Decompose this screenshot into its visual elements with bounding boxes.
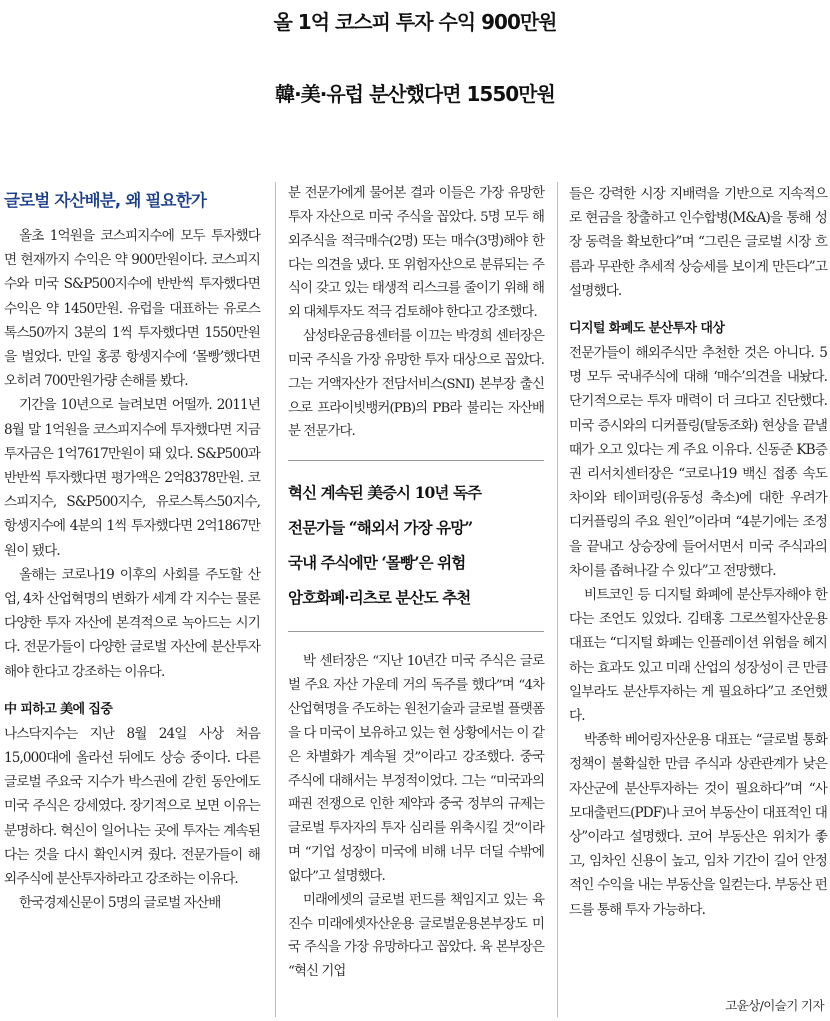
pull-quote-line: 암호화폐·리츠로 분산도 추천 [288, 588, 471, 608]
paragraph: 비트코인 등 디지털 화폐에 분산투자해야 한다는 조언도 있었다. 김태홍 그로쓰힐자산운용 대표는 “디지털 화폐는 인플레이션 위험을 헤지하는 효과도 있고 미래 산업의 성장성이 큰 만큼 일부라도 분산투자하는 게 필요하다”고 조언했다. [569, 587, 827, 725]
paragraph: 분 전문가에게 물어본 결과 이들은 가장 유망한 투자 자산으로 미국 주식을 꼽았다. 5명 모두 해외주식을 적극매수(2명) 또는 매수(3명)해야 한다는 의견을 냈다. 또 위험자산으로 분류되는 주식이 갖고 있는 태생적 리스크를 줄이기 위해 해외 대체투자도 적극 검토해야 한다고 강조했다. [288, 186, 544, 321]
pull-quote-line: 국내 주식에만 ‘몰빵’은 위험 [288, 553, 466, 573]
article-column-3 [569, 182, 827, 922]
headline-line-2: 韓·美·유럽 분산했다면 1550만원 [275, 82, 555, 106]
paragraph: 한국경제신문이 5명의 글로벌 자산배 [19, 895, 221, 912]
section-title: 글로벌 자산배분, 왜 필요한가 [4, 191, 206, 210]
article-column-1 [4, 182, 260, 915]
article-column-2 [288, 182, 544, 984]
paragraph: 기간을 10년으로 늘려보면 어떨까. 2011년 8월 말 1억원을 코스피지수에 투자했다면 지금 투자금은 1억7617만원이 돼 있다. S&P500과 반반씩 투자했다면 평가액은 2억8378만원. 코스피지수, S&P500지수, 유로스톡스50지수, 항셍지수에 4분의 1씩 투자했다면 2억1867만원이 됐다. [4, 397, 260, 559]
headline-line-1: 올 1억 코스피 투자 수익 900만원 [273, 10, 557, 34]
paragraph: 박 센터장은 “지난 10년간 미국 주식은 글로벌 주요 자산 가운데 거의 독주를 했다”며 “4차 산업혁명을 주도하는 원천기술과 글로벌 플랫폼을 다 미국이 보유하고 있는 현 상황에서는 이 같은 차별화가 계속될 것”이라고 강조했다. 중국 주식에 대해서는 부정적이었다. 그는 “미국과의 패권 전쟁으로 인한 제약과 중국 정부의 규제는 글로벌 투자자의 투자 심리를 위축시킬 것”이라며 “기업 성장이 미국에 비해 너무 더딜 수밖에 없다”고 설명했다. [288, 654, 544, 884]
pull-quote-line: 전문가들 “해외서 가장 유망” [288, 518, 473, 538]
paragraph: 들은 강력한 시장 지배력을 기반으로 지속적으로 현금을 창출하고 인수합병(M&A)을 통해 성장 동력을 확보한다”며 “그린은 글로벌 시장 흐름과 무관한 추세적 상승세를 보이게 만든다”고 설명했다. [569, 186, 827, 299]
pull-quote [288, 460, 544, 632]
column-divider [557, 182, 558, 1017]
subheading: 中 피하고 美에 집중 [4, 701, 113, 717]
paragraph: 박종학 베어링자산운용 대표는 “글로벌 통화정책이 불확실한 만큼 주식과 상관관계가 낮은 자산군에 분산투자하는 것이 필요하다”며 “사모대출펀드(PDF)나 코어 부동산이 대표적인 대상”이라고 설명했다. 코어 부동산은 위치가 좋고, 임차인 신용이 높고, 임차 기간이 길어 안정적인 수익을 내는 부동산을 일컫는다. 부동산 펀드를 통해 투자 가능하다. [569, 732, 827, 918]
paragraph: 올해는 코로나19 이후의 사회를 주도할 산업, 4차 산업혁명의 변화가 세계 각 지수는 물론 다양한 투자 자산에 본격적으로 녹아드는 시기다. 전문가들이 다양한 글로벌 자산에 분산투자해야 한다고 강조하는 이유다. [4, 566, 260, 680]
byline: 고윤상/이슬기 기자 [725, 998, 824, 1013]
paragraph: 삼성타운금융센터를 이끄는 박경희 센터장은 미국 주식을 가장 유망한 투자 대상으로 꼽았다. 그는 거액자산가 전담서비스(SNI) 본부장 출신으로 프라이빗뱅커(PB)의 PB라 불리는 자산배분 전문가다. [288, 329, 544, 440]
subheading: 디지털 화폐도 분산투자 대상 [569, 321, 725, 337]
paragraph: 전문가들이 해외주식만 추천한 것은 아니다. 5명 모두 국내주식에 대해 ‘매수’의견을 내놨다. 단기적으로는 투자 매력이 더 크다고 진단했다. 미국 증시와의 디커플링(탈동조화) 현상을 끝낼 때가 오고 있다는 게 주요 이유다. 신동준 KB증권 리서치센터장은 “코로나19 백신 접종 속도 차이와 테이퍼링(유동성 축소)에 대한 우려가 디커플링의 주요 원인”이라며 “4분기에는 조정을 끝내고 상승장에 들어서면서 미국 주식과의 차이를 좁혀나갈 수 있다”고 전망했다. [569, 345, 827, 579]
column-divider [275, 182, 276, 1017]
paragraph: 올초 1억원을 코스피지수에 모두 투자했다면 현재까지 수익은 약 900만원이다. 코스피지수와 미국 S&P500지수에 반반씩 투자했다면 수익은 약 1450만원. 유럽을 대표하는 유로스톡스50까지 3분의 1씩 투자했다면 1550만원을 벌었다. 만일 홍콩 항셍지수에 ‘몰빵’했다면 오히려 700만원가량 손해를 봤다. [4, 228, 260, 390]
paragraph: 미래에셋의 글로벌 펀드를 책임지고 있는 육진수 미래에셋자산운용 글로벌운용본부장도 미국 주식을 가장 유망하다고 꼽았다. 육 본부장은 “혁신 기업 [288, 892, 544, 980]
paragraph: 나스닥지수는 지난 8월 24일 사상 처음 15,000대에 올라선 뒤에도 상승 중이다. 다른 글로벌 주요국 지수가 박스권에 갇힌 동안에도 미국 주식은 강세였다. 장기적으로 보면 이유는 분명하다. 혁신이 일어나는 곳에 투자는 계속된다는 것을 다시 확인시켜 줬다. 전문가들이 해외주식에 분산투자하라고 강조하는 이유다. [4, 725, 260, 888]
pull-quote-line: 혁신 계속된 美증시 10년 독주 [288, 483, 482, 503]
